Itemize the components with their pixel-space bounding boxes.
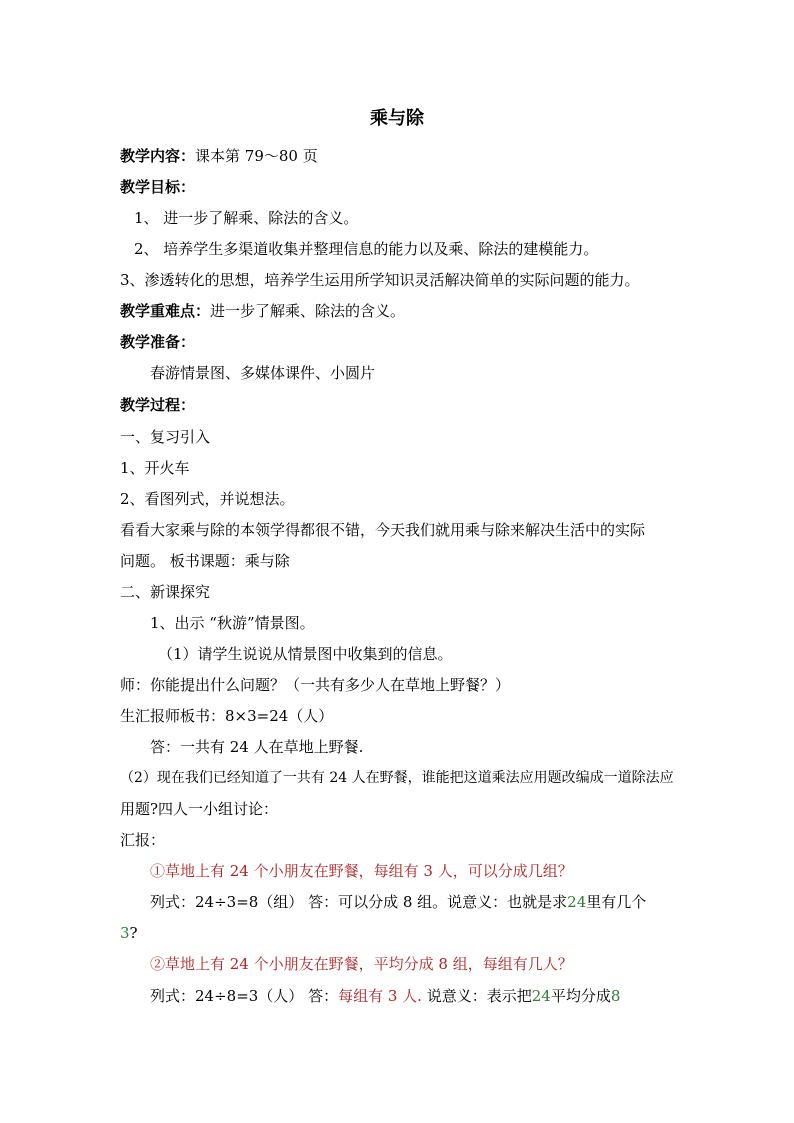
q2-formula-text: 列式：24÷8=3（人） 答： xyxy=(150,987,339,1005)
q1-formula-tail: 里有几个 xyxy=(586,893,647,911)
key-points-line xyxy=(120,301,405,321)
section-1-heading: 一、复习引入 xyxy=(120,428,211,446)
report-label: 汇报： xyxy=(120,831,166,849)
question-1-continuation xyxy=(120,923,138,943)
section-2-sub-1: （1）请学生说说从情景图中收集到的信息。 xyxy=(158,645,453,663)
q2-formula-mid: 说意义：表示把 xyxy=(421,987,532,1005)
key-points-label: 教学重难点： xyxy=(120,302,211,320)
objectives-label: 教学目标： xyxy=(120,178,196,196)
content-line xyxy=(120,146,318,166)
objective-item-1: 1、 进一步了解乘、除法的含义。 xyxy=(134,209,359,227)
section-2-sub-2-line-1: （2）现在我们已经知道了一共有 24 人在野餐，谁能把这道乘法应用题改编成一道除法应 xyxy=(120,770,674,786)
section-2-sub-2-line-2: 用题?四人一小组讨论： xyxy=(120,800,279,818)
question-1: ①草地上有 24 个小朋友在野餐，每组有 3 人，可以分成几组？ xyxy=(150,862,573,880)
q1-cont-rest: ? xyxy=(129,924,138,942)
section-1-item-1: 1、开火车 xyxy=(120,459,190,477)
content-text: 课本第 79～80 页 xyxy=(195,147,318,165)
q1-formula-number: 24 xyxy=(567,893,587,911)
section-1-paragraph-line-2: 问题。 板书课题：乘与除 xyxy=(120,552,290,570)
teacher-question: 师：你能提出什么问题？（一共有多少人在草地上野餐？） xyxy=(120,676,511,694)
student-report: 生汇报师板书：8×3=24（人） xyxy=(120,707,334,725)
q1-cont-number: 3 xyxy=(120,924,130,942)
section-2-heading: 二、新课探究 xyxy=(120,583,211,601)
section-1-item-2: 2、看图列式，并说想法。 xyxy=(120,490,295,508)
q2-number-2: 8 xyxy=(610,987,621,1005)
q2-answer: 每组有 3 人. xyxy=(338,987,422,1005)
content-label: 教学内容： xyxy=(120,147,196,165)
q2-number-1: 24 xyxy=(531,987,551,1005)
process-label: 教学过程： xyxy=(120,396,196,414)
objective-item-3: 3、渗透转化的思想，培养学生运用所学知识灵活解决简单的实际问题的能力。 xyxy=(120,271,640,289)
section-2-item-1: 1、出示 “秋游”情景图。 xyxy=(150,614,315,632)
q2-formula-tail: 平均分成 xyxy=(550,987,611,1005)
section-1-paragraph-line-1: 看看大家乘与除的本领学得都很不错，今天我们就用乘与除来解决生活中的实际 xyxy=(120,521,646,539)
question-2: ②草地上有 24 个小朋友在野餐，平均分成 8 组，每组有几人？ xyxy=(150,955,573,973)
answer-line: 答：一共有 24 人在草地上野餐. xyxy=(150,738,364,756)
page-title: 乘与除 xyxy=(370,108,424,129)
question-2-formula xyxy=(150,986,620,1006)
question-1-formula xyxy=(150,892,646,912)
q1-formula-text: 列式：24÷3=8（组） 答：可以分成 8 组。说意义：也就是求 xyxy=(150,893,568,911)
preparation-label: 教学准备： xyxy=(120,333,196,351)
key-points-text: 进一步了解乘、除法的含义。 xyxy=(210,302,406,320)
objective-item-2: 2、 培养学生多渠道收集并整理信息的能力以及乘、除法的建模能力。 xyxy=(134,240,599,258)
preparation-text: 春游情景图、多媒体课件、小圆片 xyxy=(150,364,376,382)
